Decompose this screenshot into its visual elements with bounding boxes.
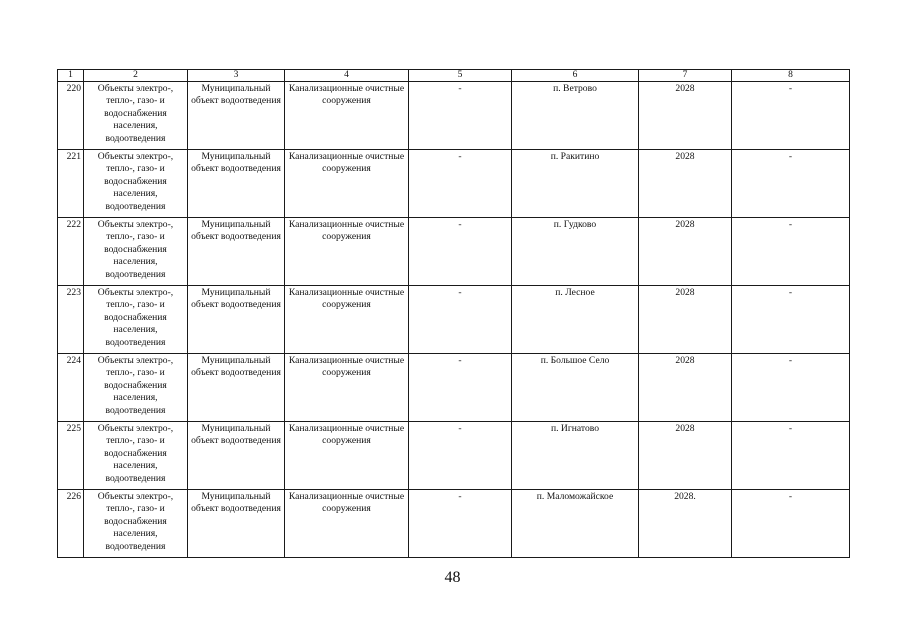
object-category: Объекты электро-, тепло-, газо- и водоснабжения населения, водоотведения bbox=[84, 422, 188, 490]
object-year: 2028 bbox=[639, 422, 732, 490]
table-row bbox=[58, 422, 850, 490]
object-category: Объекты электро-, тепло-, газо- и водоснабжения населения, водоотведения bbox=[84, 218, 188, 286]
object-name: Канализационные очистные сооружения bbox=[285, 82, 409, 150]
header-cell: 4 bbox=[285, 70, 409, 82]
page-number: 48 bbox=[444, 569, 461, 586]
object-type: Муниципальный объект водоотведения bbox=[188, 354, 285, 422]
row-number: 225 bbox=[58, 422, 84, 490]
object-category: Объекты электро-, тепло-, газо- и водоснабжения населения, водоотведения bbox=[84, 150, 188, 218]
header-cell: 2 bbox=[84, 70, 188, 82]
object-name: Канализационные очистные сооружения bbox=[285, 354, 409, 422]
object-location: п. Маломожайское bbox=[512, 490, 639, 558]
column-5-value: - bbox=[409, 82, 512, 150]
object-type: Муниципальный объект водоотведения bbox=[188, 150, 285, 218]
object-year: 2028. bbox=[639, 490, 732, 558]
object-location: п. Ракитино bbox=[512, 150, 639, 218]
object-category: Объекты электро-, тепло-, газо- и водоснабжения населения, водоотведения bbox=[84, 82, 188, 150]
object-name: Канализационные очистные сооружения bbox=[285, 422, 409, 490]
column-8-value: - bbox=[732, 354, 850, 422]
object-year: 2028 bbox=[639, 82, 732, 150]
object-name: Канализационные очистные сооружения bbox=[285, 286, 409, 354]
table-row bbox=[58, 490, 850, 558]
row-number: 221 bbox=[58, 150, 84, 218]
header-cell: 8 bbox=[732, 70, 850, 82]
column-8-value: - bbox=[732, 82, 850, 150]
object-location: п. Большое Село bbox=[512, 354, 639, 422]
object-location: п. Лесное bbox=[512, 286, 639, 354]
object-name: Канализационные очистные сооружения bbox=[285, 490, 409, 558]
table-row bbox=[58, 354, 850, 422]
objects-table bbox=[57, 69, 850, 558]
row-number: 220 bbox=[58, 82, 84, 150]
table-row bbox=[58, 150, 850, 218]
table-row bbox=[58, 218, 850, 286]
object-category: Объекты электро-, тепло-, газо- и водоснабжения населения, водоотведения bbox=[84, 354, 188, 422]
object-location: п. Игнатово bbox=[512, 422, 639, 490]
object-type: Муниципальный объект водоотведения bbox=[188, 286, 285, 354]
object-year: 2028 bbox=[639, 218, 732, 286]
column-8-value: - bbox=[732, 218, 850, 286]
object-year: 2028 bbox=[639, 150, 732, 218]
column-5-value: - bbox=[409, 218, 512, 286]
object-type: Муниципальный объект водоотведения bbox=[188, 82, 285, 150]
object-year: 2028 bbox=[639, 286, 732, 354]
object-location: п. Ветрово bbox=[512, 82, 639, 150]
object-year: 2028 bbox=[639, 354, 732, 422]
header-cell: 6 bbox=[512, 70, 639, 82]
column-5-value: - bbox=[409, 490, 512, 558]
header-cell: 5 bbox=[409, 70, 512, 82]
header-cell: 3 bbox=[188, 70, 285, 82]
column-5-value: - bbox=[409, 422, 512, 490]
column-5-value: - bbox=[409, 150, 512, 218]
header-cell: 1 bbox=[58, 70, 84, 82]
table-row bbox=[58, 82, 850, 150]
object-name: Канализационные очистные сооружения bbox=[285, 150, 409, 218]
object-location: п. Гудково bbox=[512, 218, 639, 286]
row-number: 226 bbox=[58, 490, 84, 558]
table-row bbox=[58, 286, 850, 354]
column-8-value: - bbox=[732, 422, 850, 490]
column-8-value: - bbox=[732, 286, 850, 354]
column-5-value: - bbox=[409, 354, 512, 422]
object-type: Муниципальный объект водоотведения bbox=[188, 490, 285, 558]
object-type: Муниципальный объект водоотведения bbox=[188, 218, 285, 286]
header-row bbox=[58, 70, 850, 82]
object-name: Канализационные очистные сооружения bbox=[285, 218, 409, 286]
object-category: Объекты электро-, тепло-, газо- и водоснабжения населения, водоотведения bbox=[84, 286, 188, 354]
column-8-value: - bbox=[732, 150, 850, 218]
header-cell: 7 bbox=[639, 70, 732, 82]
row-number: 224 bbox=[58, 354, 84, 422]
column-8-value: - bbox=[732, 490, 850, 558]
object-type: Муниципальный объект водоотведения bbox=[188, 422, 285, 490]
row-number: 222 bbox=[58, 218, 84, 286]
column-5-value: - bbox=[409, 286, 512, 354]
object-category: Объекты электро-, тепло-, газо- и водоснабжения населения, водоотведения bbox=[84, 490, 188, 558]
row-number: 223 bbox=[58, 286, 84, 354]
